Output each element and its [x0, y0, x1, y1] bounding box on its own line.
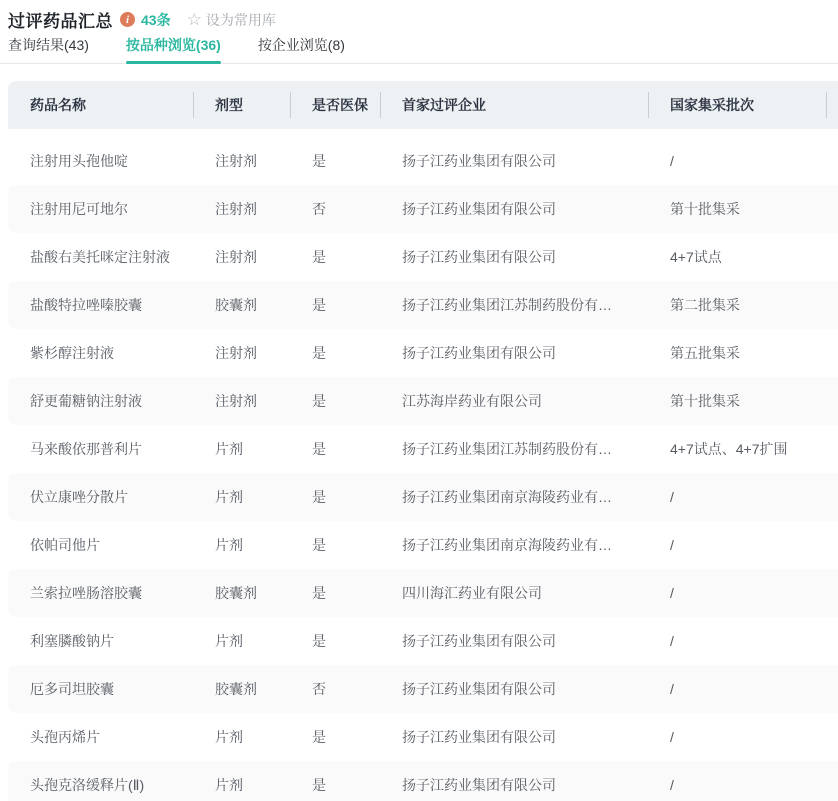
- cell-dosage-form: 注射剂: [215, 201, 257, 217]
- cell-procurement-batch: 第二批集采: [670, 297, 740, 313]
- cell-drug-name: 注射用尼可地尔: [30, 201, 128, 217]
- cell-first-approved-company: 江苏海岸药业有限公司: [402, 393, 542, 409]
- cell-extra: [826, 713, 838, 761]
- table-row[interactable]: [8, 425, 838, 473]
- cell-dosage-form: 注射剂: [215, 345, 257, 361]
- tab-by-variety[interactable]: 按品种浏览(36): [126, 35, 221, 63]
- table-row[interactable]: [8, 521, 838, 569]
- page-header: [0, 0, 838, 32]
- cell-medical-insurance: 是: [312, 489, 326, 505]
- cell-extra: [826, 761, 838, 801]
- result-count: 43条: [141, 11, 171, 28]
- cell-first-approved-company: 扬子江药业集团江苏制药股份有…: [402, 297, 612, 313]
- cell-medical-insurance: 是: [312, 345, 326, 361]
- table-row[interactable]: [8, 377, 838, 425]
- cell-drug-name: 盐酸右美托咪定注射液: [30, 249, 170, 265]
- cell-drug-name: 注射用头孢他啶: [30, 153, 128, 169]
- cell-extra: [826, 665, 838, 713]
- cell-dosage-form: 片剂: [215, 729, 243, 745]
- cell-procurement-batch: 第五批集采: [670, 345, 740, 361]
- cell-procurement-batch: /: [670, 585, 674, 601]
- cell-medical-insurance: 否: [312, 201, 326, 217]
- cell-first-approved-company: 扬子江药业集团南京海陵药业有…: [402, 537, 612, 553]
- page-title: 过评药品汇总: [8, 12, 113, 31]
- cell-medical-insurance: 是: [312, 585, 326, 601]
- cell-drug-name: 厄多司坦胶囊: [30, 681, 114, 697]
- tab-bar: [0, 38, 838, 64]
- cell-procurement-batch: /: [670, 537, 674, 553]
- cell-dosage-form: 片剂: [215, 537, 243, 553]
- cell-first-approved-company: 扬子江药业集团有限公司: [402, 633, 556, 649]
- table-row[interactable]: [8, 185, 838, 233]
- table-row[interactable]: [8, 233, 838, 281]
- cell-medical-insurance: 是: [312, 297, 326, 313]
- cell-medical-insurance: 是: [312, 777, 326, 793]
- cell-dosage-form: 注射剂: [215, 153, 257, 169]
- column-header-drug-name: 药品名称: [30, 97, 86, 113]
- cell-medical-insurance: 是: [312, 153, 326, 169]
- cell-dosage-form: 胶囊剂: [215, 681, 257, 697]
- cell-first-approved-company: 扬子江药业集团有限公司: [402, 681, 556, 697]
- table-row[interactable]: [8, 761, 838, 801]
- cell-dosage-form: 片剂: [215, 441, 243, 457]
- cell-dosage-form: 胶囊剂: [215, 585, 257, 601]
- column-header-medical-insurance: 是否医保: [290, 81, 380, 129]
- star-icon: ☆: [186, 10, 202, 29]
- cell-extra: [826, 617, 838, 665]
- set-favorite-label: 设为常用库: [205, 11, 276, 28]
- cell-procurement-batch: /: [670, 489, 674, 505]
- cell-procurement-batch: /: [670, 729, 674, 745]
- cell-drug-name: 兰索拉唑肠溶胶囊: [30, 585, 142, 601]
- set-favorite-button[interactable]: [187, 10, 276, 30]
- column-header-dosage-form: 剂型: [193, 81, 290, 129]
- cell-drug-name: 头孢克洛缓释片(Ⅱ): [30, 777, 145, 793]
- cell-extra: [826, 329, 838, 377]
- cell-dosage-form: 片剂: [215, 489, 243, 505]
- cell-medical-insurance: 是: [312, 393, 326, 409]
- cell-procurement-batch: 4+7试点、4+7扩围: [670, 441, 788, 457]
- column-header-procurement-batch: 国家集采批次: [648, 81, 826, 129]
- cell-first-approved-company: 扬子江药业集团有限公司: [402, 153, 556, 169]
- cell-extra: [826, 521, 838, 569]
- cell-first-approved-company: 扬子江药业集团有限公司: [402, 345, 556, 361]
- cell-first-approved-company: 扬子江药业集团南京海陵药业有…: [402, 489, 612, 505]
- tab-query-results[interactable]: 查询结果(43): [8, 37, 89, 53]
- cell-procurement-batch: /: [670, 777, 674, 793]
- cell-drug-name: 头孢丙烯片: [30, 729, 100, 745]
- cell-extra: [826, 233, 838, 281]
- cell-medical-insurance: 是: [312, 249, 326, 265]
- cell-drug-name: 伏立康唑分散片: [30, 489, 128, 505]
- drug-table: [8, 81, 838, 801]
- cell-procurement-batch: 第十批集采: [670, 201, 740, 217]
- cell-extra: [826, 185, 838, 233]
- table-body: [8, 129, 838, 801]
- table-row[interactable]: [8, 569, 838, 617]
- cell-procurement-batch: /: [670, 681, 674, 697]
- cell-first-approved-company: 扬子江药业集团有限公司: [402, 729, 556, 745]
- cell-drug-name: 盐酸特拉唑嗪胶囊: [30, 297, 142, 313]
- cell-procurement-batch: 4+7试点: [670, 249, 722, 265]
- table-row[interactable]: [8, 617, 838, 665]
- info-icon[interactable]: i: [120, 12, 135, 27]
- cell-extra: [826, 473, 838, 521]
- table-row[interactable]: [8, 281, 838, 329]
- cell-extra: [826, 137, 838, 185]
- cell-medical-insurance: 是: [312, 441, 326, 457]
- cell-dosage-form: 注射剂: [215, 393, 257, 409]
- cell-drug-name: 舒更葡糖钠注射液: [30, 393, 142, 409]
- cell-dosage-form: 胶囊剂: [215, 297, 257, 313]
- cell-first-approved-company: 扬子江药业集团有限公司: [402, 777, 556, 793]
- cell-extra: [826, 281, 838, 329]
- cell-first-approved-company: 扬子江药业集团有限公司: [402, 249, 556, 265]
- table-row[interactable]: [8, 473, 838, 521]
- cell-procurement-batch: /: [670, 153, 674, 169]
- cell-procurement-batch: 第十批集采: [670, 393, 740, 409]
- cell-dosage-form: 片剂: [215, 777, 243, 793]
- table-row[interactable]: [8, 713, 838, 761]
- cell-dosage-form: 注射剂: [215, 249, 257, 265]
- cell-medical-insurance: 否: [312, 681, 326, 697]
- table-row[interactable]: [8, 137, 838, 185]
- column-header-first-approved-company: 首家过评企业: [380, 81, 648, 129]
- cell-drug-name: 紫杉醇注射液: [30, 345, 114, 361]
- cell-dosage-form: 片剂: [215, 633, 243, 649]
- cell-drug-name: 马来酸依那普利片: [30, 441, 142, 457]
- cell-first-approved-company: 扬子江药业集团有限公司: [402, 201, 556, 217]
- table-header-row: [8, 81, 838, 129]
- column-header-extra: [826, 81, 838, 129]
- cell-drug-name: 依帕司他片: [30, 537, 100, 553]
- cell-medical-insurance: 是: [312, 537, 326, 553]
- cell-extra: [826, 377, 838, 425]
- cell-drug-name: 利塞膦酸钠片: [30, 633, 114, 649]
- table-row[interactable]: [8, 665, 838, 713]
- cell-extra: [826, 569, 838, 617]
- cell-extra: [826, 425, 838, 473]
- cell-first-approved-company: 四川海汇药业有限公司: [402, 585, 542, 601]
- tab-by-company[interactable]: 按企业浏览(8): [257, 37, 345, 53]
- cell-medical-insurance: 是: [312, 729, 326, 745]
- cell-medical-insurance: 是: [312, 633, 326, 649]
- cell-first-approved-company: 扬子江药业集团江苏制药股份有…: [402, 441, 612, 457]
- table-row[interactable]: [8, 329, 838, 377]
- cell-procurement-batch: /: [670, 633, 674, 649]
